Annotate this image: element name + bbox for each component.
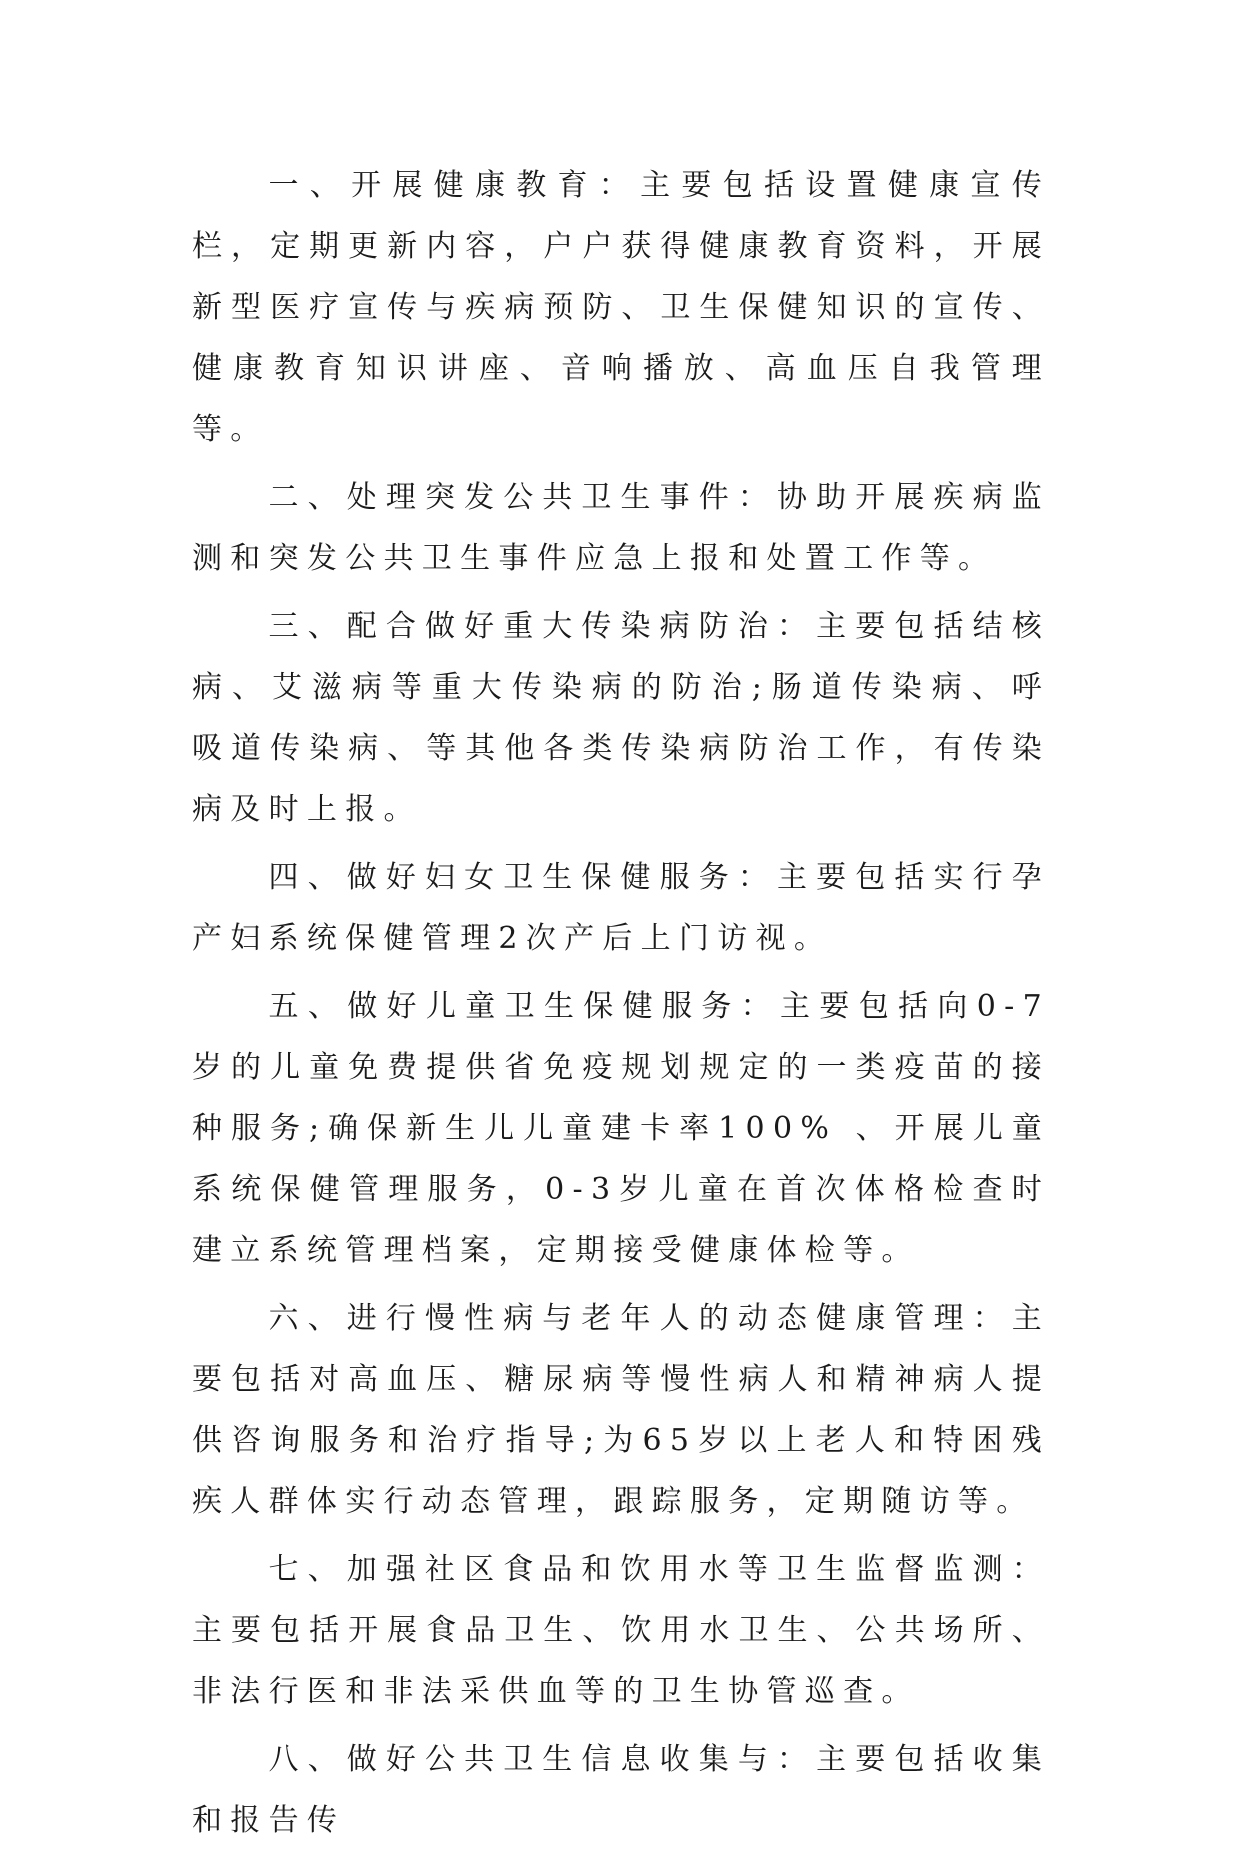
paragraph-information-collection: 八、做好公共卫生信息收集与：主要包括收集和报告传 — [192, 1742, 1050, 1838]
paragraph-child-health: 五、做好儿童卫生保健服务：主要包括向0-7岁的儿童免费提供省免疫规划规定的一类疫苗的接种服务;确保新生儿儿童建卡率100% 、开展儿童系统保健管理服务，0-3岁儿童在首次体格检查时建立系统管理档案，定期接受健康体检等。 — [192, 989, 1050, 1268]
paragraph-health-education: 一、开展健康教育：主要包括设置健康宣传栏，定期更新内容，户户获得健康教育资料，开展新型医疗宣传与疾病预防、卫生保健知识的宣传、健康教育知识讲座、音响播放、高血压自我管理等。 — [192, 168, 1050, 447]
paragraph-infectious-disease: 三、配合做好重大传染病防治：主要包括结核病、艾滋病等重大传染病的防治;肠道传染病、呼吸道传染病、等其他各类传染病防治工作，有传染病及时上报。 — [192, 609, 1050, 827]
paragraph-women-health: 四、做好妇女卫生保健服务：主要包括实行孕产妇系统保健管理2次产后上门访视。 — [192, 860, 1050, 956]
paragraph-food-water-supervision: 七、加强社区食品和饮用水等卫生监督监测：主要包括开展食品卫生、饮用水卫生、公共场所、非法行医和非法采供血等的卫生协管巡查。 — [192, 1552, 1050, 1709]
document-body — [192, 155, 1050, 1858]
paragraph-chronic-elderly: 六、进行慢性病与老年人的动态健康管理：主要包括对高血压、糖尿病等慢性病人和精神病人提供咨询服务和治疗指导;为65岁以上老人和特困残疾人群体实行动态管理，跟踪服务，定期随访等。 — [192, 1301, 1050, 1519]
paragraph-public-health-emergency: 二、处理突发公共卫生事件：协助开展疾病监测和突发公共卫生事件应急上报和处置工作等。 — [192, 480, 1050, 576]
